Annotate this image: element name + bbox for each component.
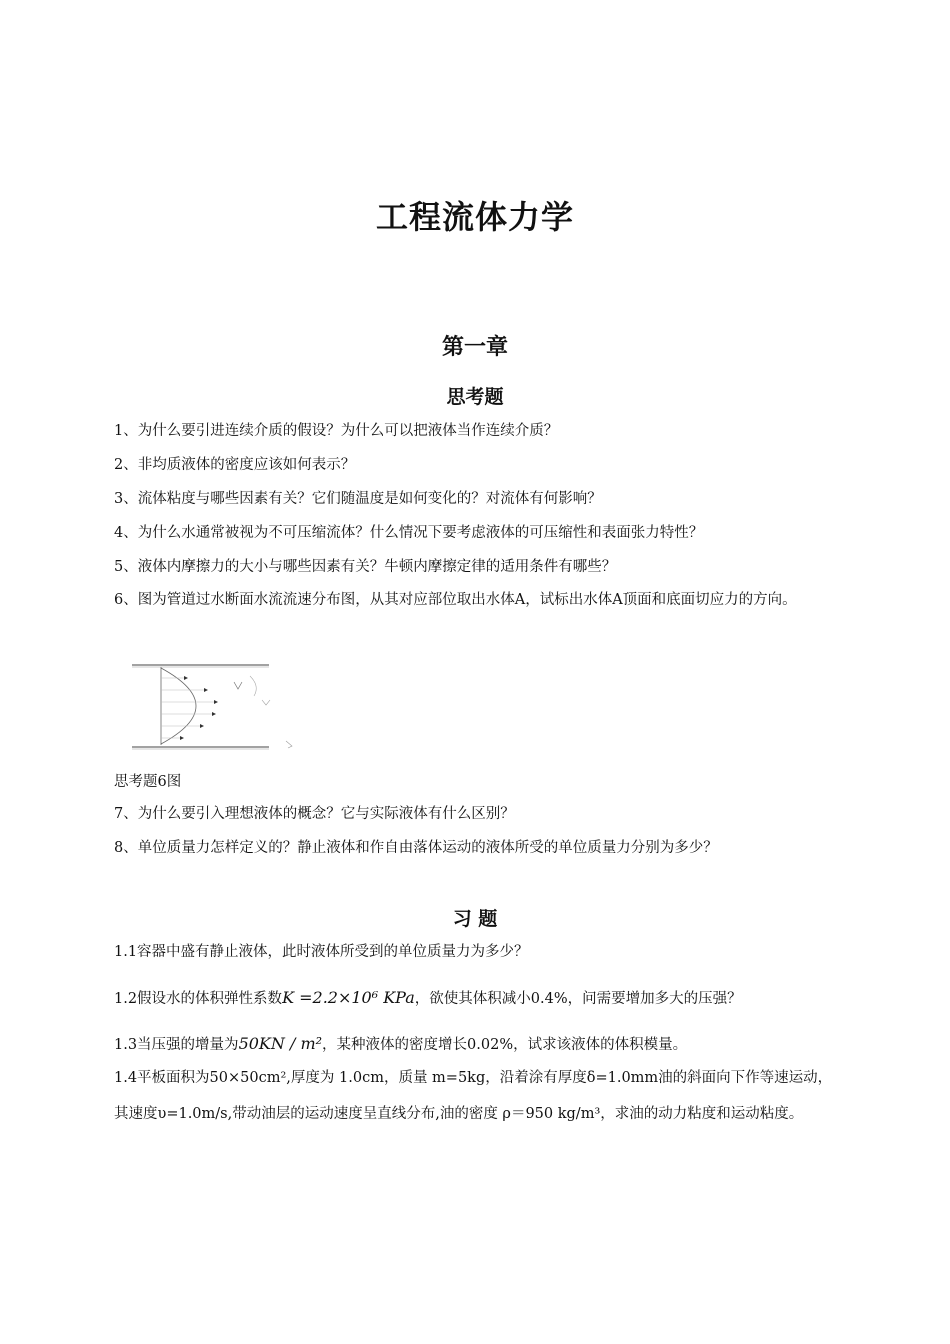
chapter-title: 第一章 [441,335,508,360]
page-title: 工程流体力学 [375,198,574,236]
question-8: 8、单位质量力怎样定义的？静止液体和作自由落体运动的液体所受的单位质量力分别为多少？ [114,840,718,856]
figure-caption: 思考题6图 [114,774,182,790]
exercise-1-3 [114,1034,844,1055]
question-7: 7、为什么要引入理想液体的概念？它与实际液体有什么区别？ [114,806,515,822]
exercise-1-2-text-b: ，欲使其体积减小0.4%，问需要增加多大的压强？ [414,991,742,1007]
velocity-profile-diagram [124,656,314,756]
exercise-1-2-text-a: 1.2假设水的体积弹性系数 [114,991,283,1007]
question-4: 4、为什么水通常被视为不可压缩流体？什么情况下要考虑液体的可压缩性和表面张力特性？ [114,525,704,541]
question-2: 2、非均质液体的密度应该如何表示？ [114,457,356,473]
water-body-a-marker [234,682,242,689]
small-caret-mark [262,700,270,705]
leader-line [250,676,256,696]
exercise-heading: 习 题 [452,908,498,930]
thinking-heading: 思考题 [446,386,504,408]
question-3: 3、流体粘度与哪些因素有关？它们随温度是如何变化的？对流体有何影响？ [114,491,602,507]
velocity-profile-figure [124,656,314,760]
corner-tick-mark [286,741,292,748]
exercise-1-3-text-a: 1.3当压强的增量为 [114,1037,239,1053]
exercise-1-1: 1.1容器中盛有静止液体，此时液体所受到的单位质量力为多少？ [114,944,529,960]
velocity-profile-curve [161,668,196,744]
exercise-1-2 [114,988,844,1009]
question-6: 6、图为管道过水断面水流流速分布图，从其对应部位取出水体A，试标出水体A顶面和底面切应力的方向。 [114,592,797,608]
exercise-1-4: 1.4平板面积为50×50cm²,厚度为 1.0cm，质量 m=5kg，沿着涂有厚度δ=1.0mm油的斜面向下作等速运动， 其速度υ=1.0m/s,带动油层的运动速度呈直线分布,油的密度 ρ＝950 kg/m³，求油的动力粘度和运动粘度。 [114,1070,833,1122]
bulk-modulus-formula: K =2.2×10⁶ KPa [282,988,415,1007]
exercise-1-3-text-b: ，某种液体的密度增长0.02%，试求该液体的体积模量。 [322,1037,688,1053]
question-5: 5、液体内摩擦力的大小与哪些因素有关？牛顿内摩擦定律的适用条件有哪些？ [114,559,617,575]
question-1: 1、为什么要引进连续介质的假设？为什么可以把液体当作连续介质？ [114,423,559,439]
pressure-increment-formula: 50KN / m² [238,1034,323,1053]
